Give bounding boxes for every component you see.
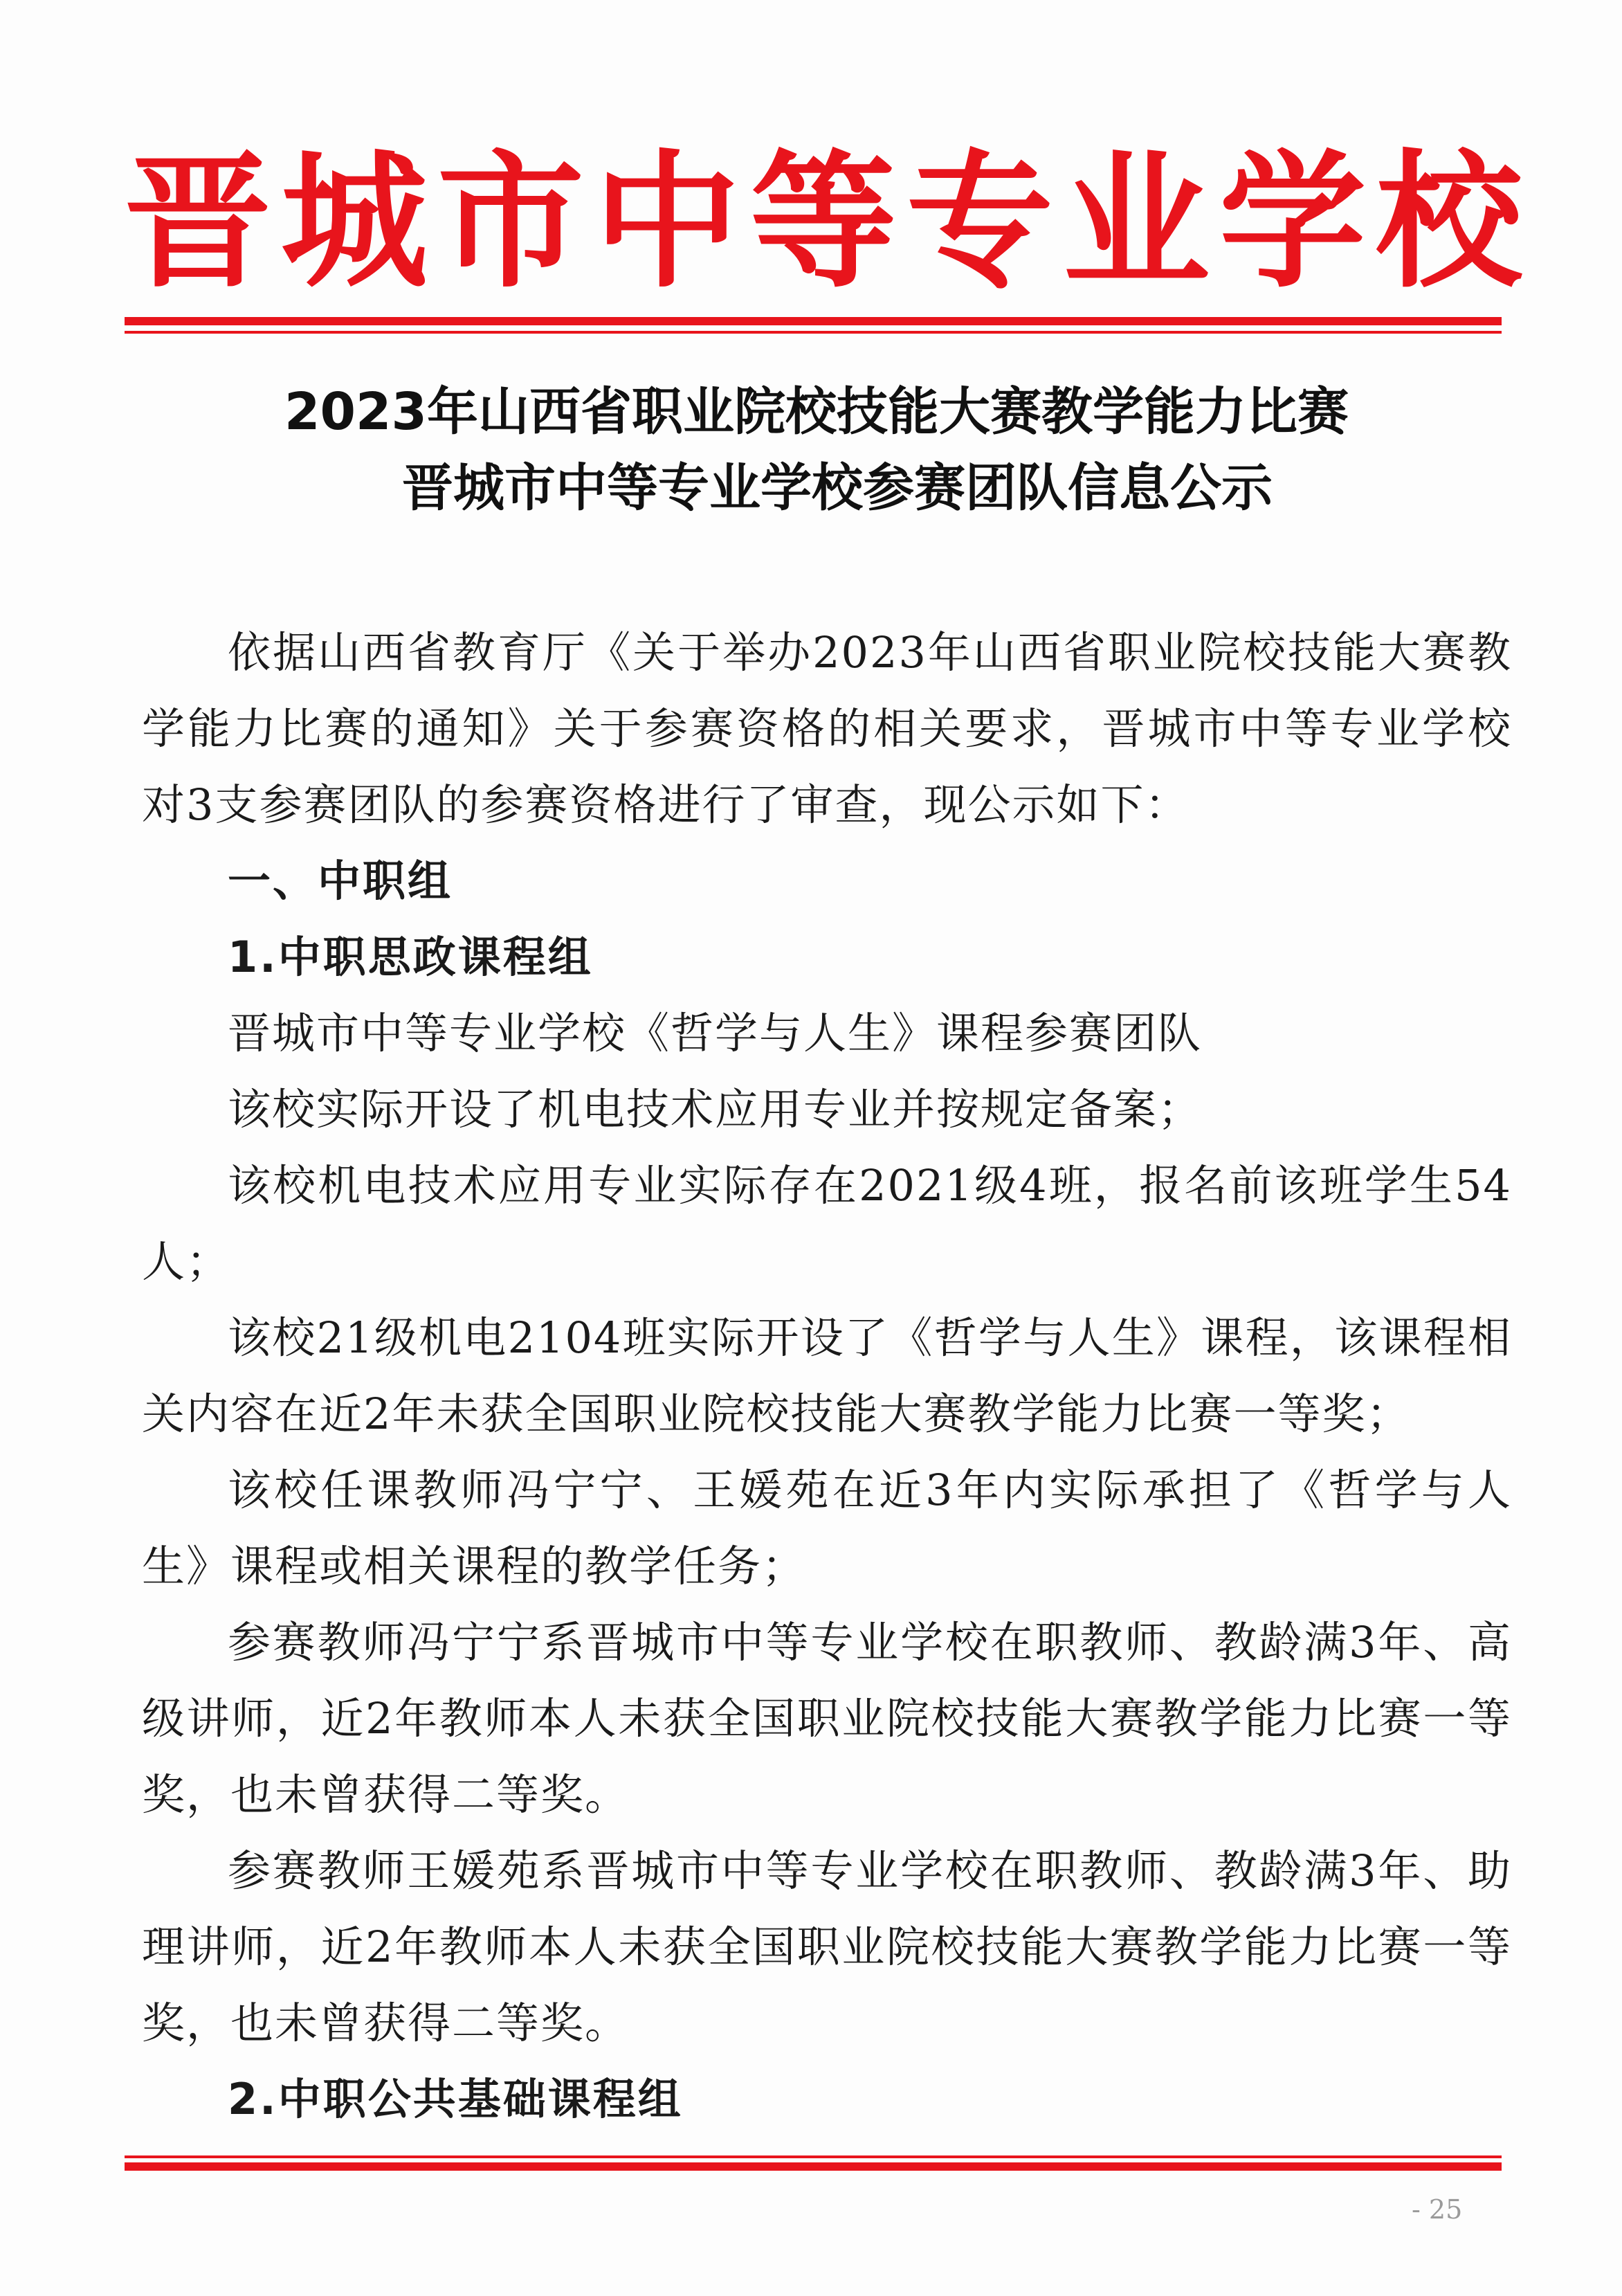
document-body: [142, 615, 1512, 2137]
team-name-paragraph: 晋城市中等专业学校《哲学与人生》课程参赛团队: [228, 1008, 1203, 1058]
document-title-line-2: 晋城市中等专业学校参赛团队信息公示: [402, 458, 1273, 518]
body-paragraph-teacher-feng: 参赛教师冯宁宁系晋城市中等专业学校在职教师、教龄满3年、高级讲师，近2年教师本人未获全国职业院校技能大赛教学能力比赛一等奖，也未曾获得二等奖。: [142, 1617, 1512, 1820]
body-paragraph-class: 该校机电技术应用专业实际存在2021级4班，报名前该班学生54人；: [142, 1160, 1512, 1287]
footer-rule-thin: [125, 2155, 1502, 2158]
document-title-line-1: 2023年山西省职业院校技能大赛教学能力比赛: [284, 382, 1349, 442]
header-rule-thin: [125, 331, 1502, 334]
body-paragraph-course: 该校21级机电2104班实际开设了《哲学与人生》课程，该课程相关内容在近2年未获全国职业院校技能大赛教学能力比赛一等奖；: [142, 1312, 1512, 1439]
body-paragraph-teachers: 该校任课教师冯宁宁、王媛苑在近3年内实际承担了《哲学与人生》课程或相关课程的教学任务；: [142, 1465, 1512, 1591]
body-paragraph-major: 该校实际开设了机电技术应用专业并按规定备案；: [228, 1084, 1203, 1135]
body-paragraph-teacher-wang: 参赛教师王媛苑系晋城市中等专业学校在职教师、教龄满3年、助理讲师，近2年教师本人未获全国职业院校技能大赛教学能力比赛一等奖，也未曾获得二等奖。: [142, 1845, 1512, 2048]
subsection-heading-ideology-course: 1.中职思政课程组: [228, 932, 593, 982]
letterhead-school-name: 晋城市中等专业学校: [125, 135, 1532, 307]
footer-rule-thick: [125, 2162, 1502, 2171]
page-number: - 25: [1412, 2194, 1463, 2225]
section-heading-secondary-group: 一、中职组: [228, 856, 453, 906]
header-rule-thick: [125, 317, 1502, 325]
subsection-heading-public-course: 2.中职公共基础课程组: [228, 2074, 683, 2124]
intro-paragraph: 依据山西省教育厅《关于举办2023年山西省职业院校技能大赛教学能力比赛的通知》关于参赛资格的相关要求，晋城市中等专业学校对3支参赛团队的参赛资格进行了审查，现公示如下：: [142, 627, 1512, 830]
